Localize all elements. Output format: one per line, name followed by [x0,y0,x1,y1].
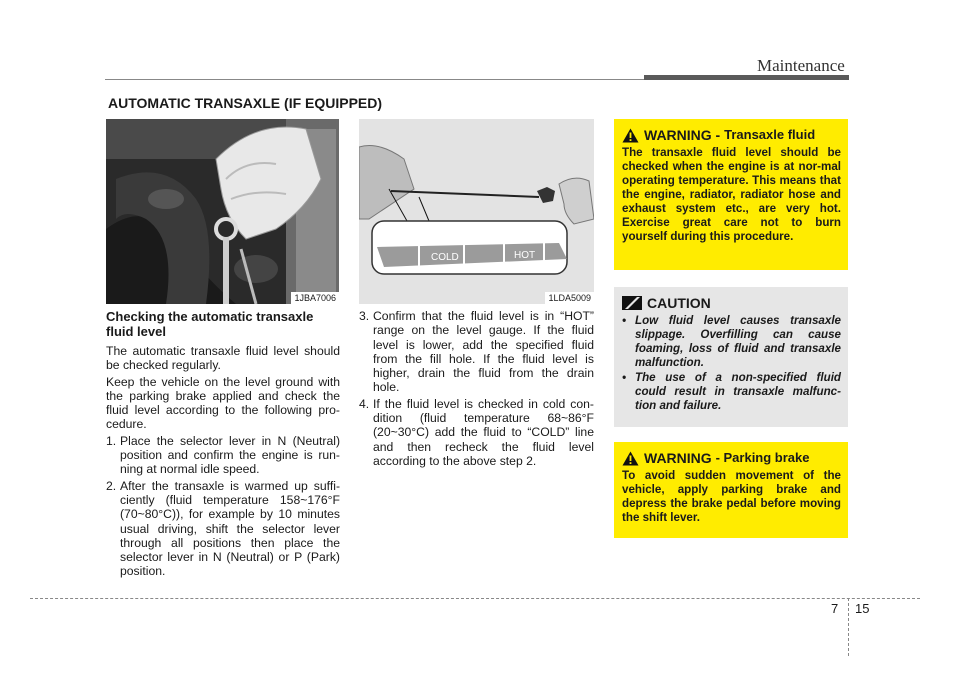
warning-triangle-icon [622,451,639,466]
section-header: Maintenance [757,56,845,75]
warning-box-parking-brake [614,442,848,538]
caution-item [622,371,841,413]
step-text: Place the selector lever in N (Neutral) position and confirm the engine is run-ning at normal idle speed. [120,433,340,477]
page-number: 15 [855,601,870,616]
column-2 [359,309,594,470]
caution-item [622,314,841,370]
footer-rule [30,598,920,599]
warning-body: To avoid sudden movement of the vehicle, apply parking brake and depress the brake pedal before moving the shift lever. [622,469,841,524]
warning-triangle-icon [622,128,639,143]
bullet: • [622,371,627,384]
caution-header [622,295,841,311]
caution-label: CAUTION [647,295,711,311]
caution-slash-icon [622,296,642,310]
step-number: 3. [359,309,370,323]
warning-header [622,127,841,143]
chapter-number: 7 [831,601,839,616]
gauge-hot-label: HOT [514,250,536,261]
warning-body: The transaxle fluid level should be checked when the engine is at nor-mal operating temperature. This means that the engine, radiator, radiator hose and exhaust system etc., are very hot. Exercise great care not to burn yourself during this procedure. [622,146,841,243]
step-item [106,479,340,579]
step-text: Confirm that the fluid level is in “HOT” range on the level gauge. If the fluid level is lower, add the specified fluid from the fill hole. If the fluid level is higher, drain the fluid from the drain hole. [373,309,594,395]
bullet: • [622,314,627,327]
warning-subject: Transaxle fluid [724,127,816,142]
figure-code: 1JBA7006 [291,292,339,304]
page-title: AUTOMATIC TRANSAXLE (IF EQUIPPED) [108,95,383,111]
caution-box [614,287,848,427]
figure-code: 1LDA5009 [545,292,594,304]
gauge-cold-label: COLD [431,252,459,263]
dipstick-drawing [359,119,594,304]
paragraph: Keep the vehicle on the level ground with the parking brake applied and check the fluid level according to the following pro-cedure. [106,374,340,432]
header-rule-accent [644,75,849,80]
warning-label: WARNING - [644,127,721,143]
warning-box-transaxle-fluid [614,119,848,270]
step-item [359,397,594,468]
step-text: If the fluid level is checked in cold con-dition (fluid temperature 68~86°F (20~30°C) add the fluid to “COLD” line and then recheck the fluid level according to the above step 2. [373,396,594,468]
step-item [106,434,340,477]
footer-divider [848,598,849,656]
step-number: 2. [106,478,117,493]
warning-subject: - Parking brake [715,450,810,465]
step-number: 1. [106,433,117,448]
paragraph: The automatic transaxle fluid level should be checked regularly. [106,344,340,373]
caution-item-text: The use of a non-specified fluid could result in transaxle malfunc-tion and failure. [635,371,841,412]
engine-bay-photo [106,119,339,304]
column-1 [106,309,340,581]
step-text: After the transaxle is warmed up suffi-ciently (fluid temperature 158~176°F (70~80°C)), for example by 10 minutes usual driving, shift the selector lever through all positions then place the selector lever in N (Neutral) or P (Park) position. [120,478,340,579]
step-number: 4. [359,396,370,411]
dipstick-illustration [359,119,594,304]
step-item [359,309,594,395]
engine-bay-illustration [106,119,339,304]
subsection-title: Checking the automatic transaxle fluid level [106,309,314,339]
warning-header [622,450,841,466]
caution-item-text: Low fluid level causes transaxle slippage. Overfilling can cause foaming, loss of fluid and transaxle malfunction. [635,314,841,369]
warning-label: WARNING [644,450,712,466]
